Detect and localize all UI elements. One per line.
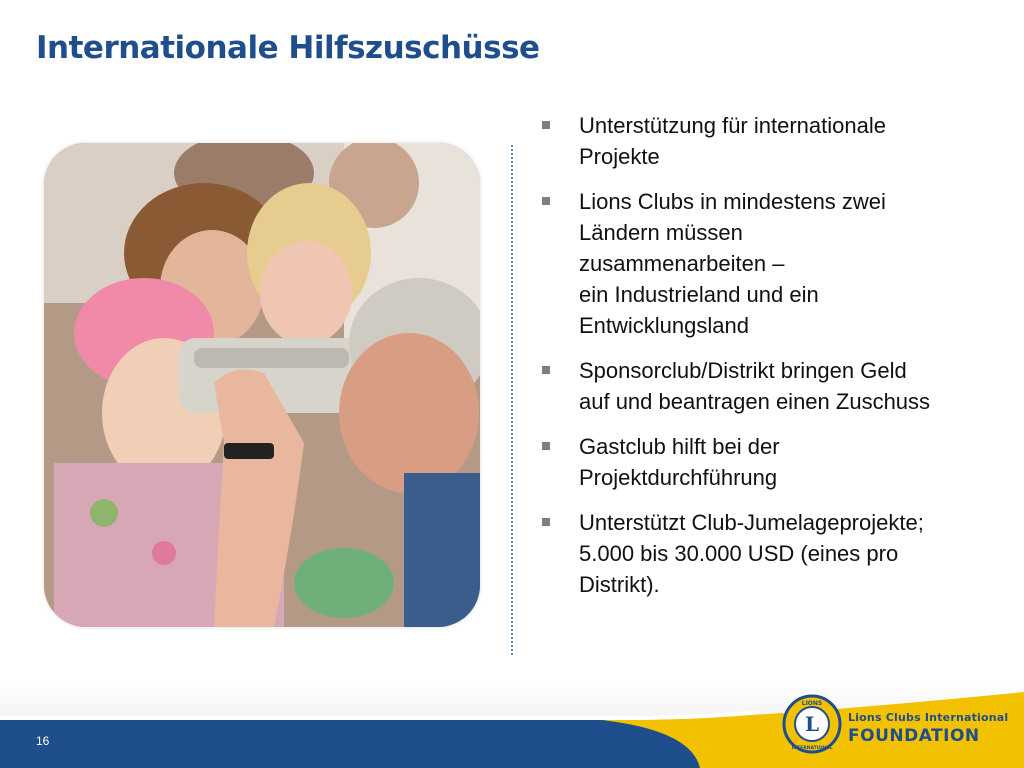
bullet-list	[540, 110, 1000, 614]
square-bullet-icon	[542, 442, 550, 450]
bullet-text: Gastclub hilft bei der Projektdurchführung	[579, 434, 780, 490]
vertical-divider	[511, 145, 513, 655]
svg-text:L: L	[804, 712, 820, 736]
square-bullet-icon	[542, 197, 550, 205]
photo-illustration	[44, 143, 480, 627]
bullet-text: Unterstützung für internationale Projekte	[579, 113, 886, 169]
lions-seal-icon	[782, 694, 842, 754]
slide-title: Internationale Hilfszuschüsse	[36, 30, 540, 66]
svg-text:LIONS: LIONS	[801, 700, 823, 707]
square-bullet-icon	[542, 121, 550, 129]
bullet-text: Sponsorclub/Distrikt bringen Geld auf und beantragen einen Zuschuss	[579, 358, 931, 414]
square-bullet-icon	[542, 366, 550, 374]
logo-line1: Lions Clubs International	[848, 711, 1009, 724]
bullet-item	[540, 355, 1000, 417]
bullet-item	[540, 431, 1000, 493]
bullet-item	[540, 110, 1000, 172]
photo-eye-exam	[44, 143, 480, 627]
page-number: 16	[36, 734, 50, 748]
square-bullet-icon	[542, 518, 550, 526]
svg-text:INTERNATIONAL: INTERNATIONAL	[791, 746, 833, 751]
bullet-item	[540, 186, 1000, 341]
logo-line2: FOUNDATION	[848, 726, 980, 746]
bullet-item	[540, 507, 1000, 600]
foundation-logo	[848, 711, 1008, 746]
bullet-text: Unterstützt Club-Jumelageprojekte; 5.000 bis 30.000 USD (eines pro Distrikt).	[579, 510, 924, 597]
bullet-text: Lions Clubs in mindestens zwei Ländern müssen zusammenarbeiten – ein Industrieland und ein Entwicklungsland	[579, 189, 886, 338]
